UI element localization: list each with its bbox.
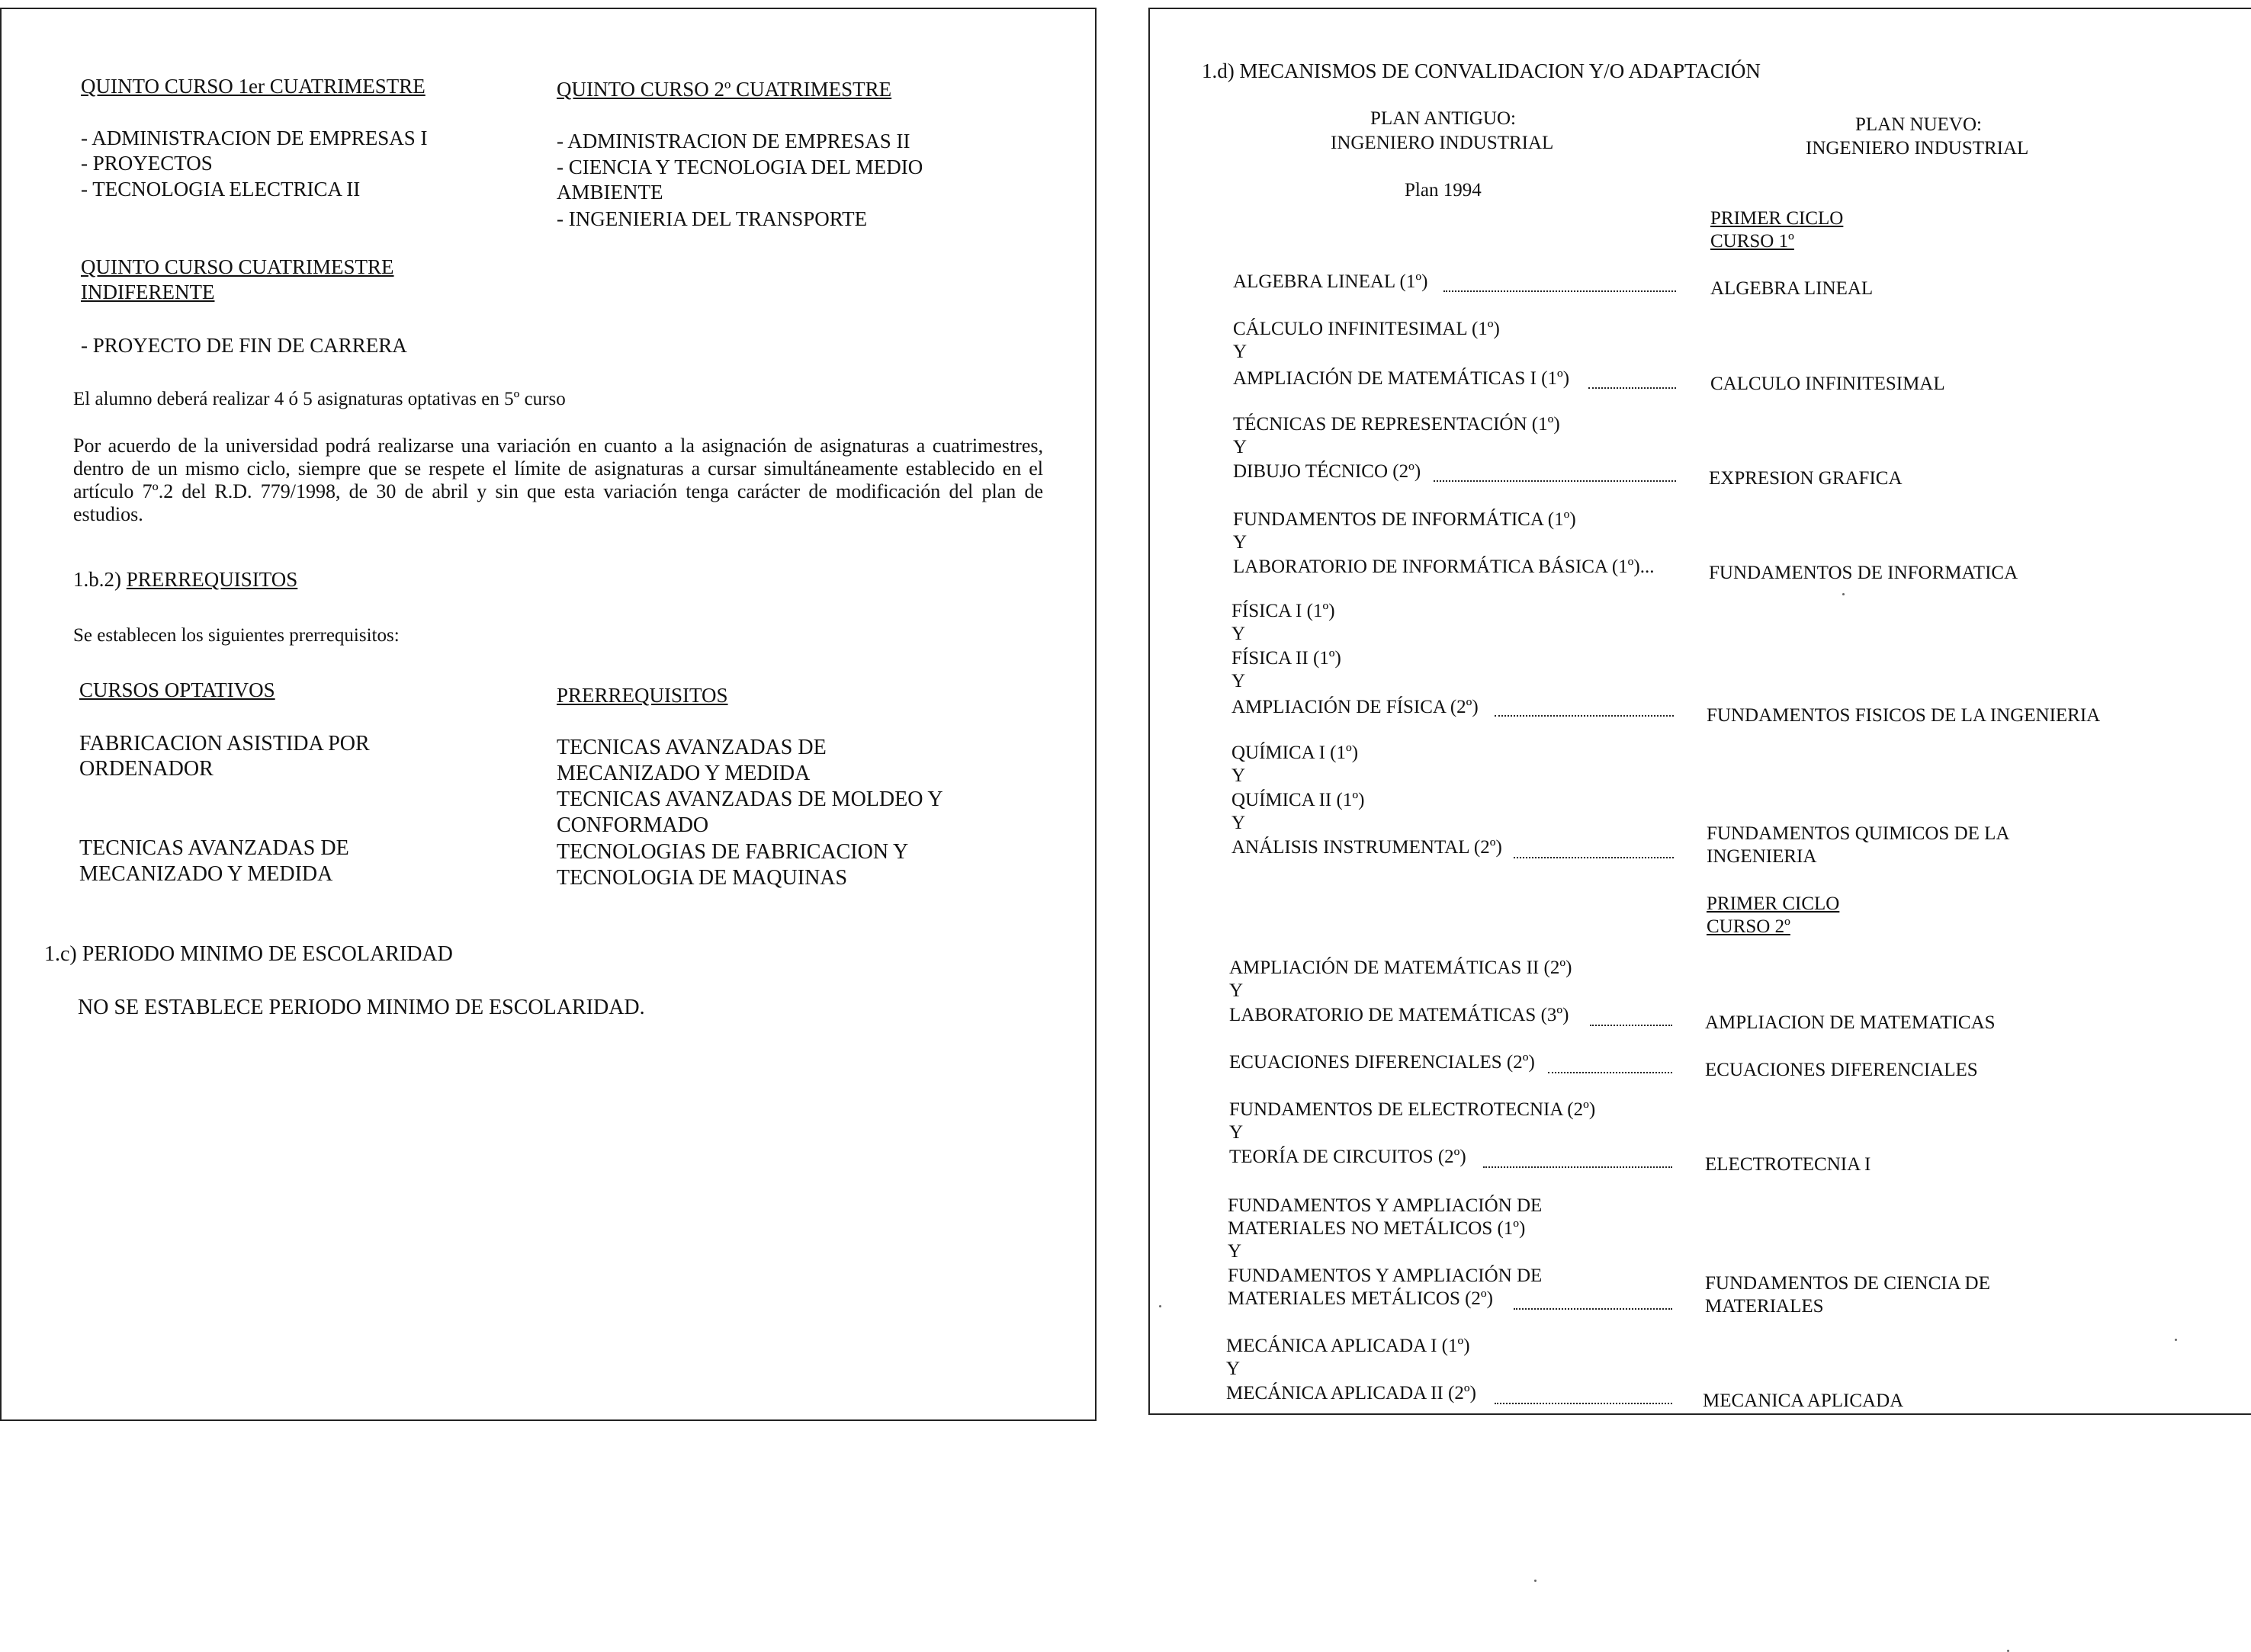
course-row1: FABRICACION ASISTIDA POR <box>79 732 370 755</box>
prerreq-section-title: PRERREQUISITOS <box>126 568 298 591</box>
col-header-prerreq: PRERREQUISITOS <box>557 684 728 707</box>
leader-dots <box>1514 857 1674 858</box>
old-subject: MATERIALES NO METÁLICOS (1º) <box>1228 1218 1526 1239</box>
new-subject: MECANICA APLICADA <box>1703 1391 1904 1411</box>
scan-speck <box>1842 593 1845 595</box>
old-subject: AMPLIACIÓN DE MATEMÁTICAS I (1º) <box>1233 368 1570 389</box>
new-subject: ELECTROTECNIA I <box>1705 1154 1871 1175</box>
old-subject: TEORÍA DE CIRCUITOS (2º) <box>1229 1147 1466 1167</box>
q5-second-item: - CIENCIA Y TECNOLOGIA DEL MEDIO <box>557 156 923 178</box>
q5-second-item: - INGENIERIA DEL TRANSPORTE <box>557 207 868 230</box>
old-subject: ANÁLISIS INSTRUMENTAL (2º) <box>1231 837 1502 858</box>
leader-dots <box>1590 1025 1672 1026</box>
prerreq-section-heading <box>73 568 297 592</box>
new-subject: ECUACIONES DIFERENCIALES <box>1705 1060 1978 1080</box>
y-connector: Y <box>1233 532 1248 553</box>
y-connector: Y <box>1231 624 1246 644</box>
leader-dots <box>1434 480 1676 482</box>
ciclo1-curso: CURSO 1º <box>1710 231 1794 252</box>
old-subject: TÉCNICAS DE REPRESENTACIÓN (1º) <box>1233 414 1560 435</box>
prereq-row1: TECNICAS AVANZADAS DE <box>557 736 827 759</box>
y-connector: Y <box>1231 671 1246 691</box>
optativas-note: El alumno deberá realizar 4 ó 5 asignaturas optativas en 5º curso <box>73 389 566 409</box>
q5-indiferente-heading: QUINTO CURSO CUATRIMESTRE <box>81 255 394 278</box>
escolaridad-title: 1.c) PERIODO MINIMO DE ESCOLARIDAD <box>44 942 453 966</box>
plan-antiguo-label: PLAN ANTIGUO: <box>1370 108 1516 129</box>
old-subject: MATERIALES METÁLICOS (2º) <box>1228 1288 1494 1309</box>
scan-speck <box>1534 1580 1537 1582</box>
old-subject: ALGEBRA LINEAL (1º) <box>1233 271 1428 292</box>
q5-second-item: - ADMINISTRACION DE EMPRESAS II <box>557 130 910 152</box>
ciclo2-label: PRIMER CICLO <box>1707 893 1840 914</box>
col-header-cursos: CURSOS OPTATIVOS <box>79 678 275 701</box>
leader-dots <box>1495 1403 1672 1404</box>
new-subject: CALCULO INFINITESIMAL <box>1710 374 1945 394</box>
leader-dots <box>1483 1166 1672 1168</box>
q5-indiferente-item: - PROYECTO DE FIN DE CARRERA <box>81 334 407 357</box>
y-connector: Y <box>1233 437 1248 457</box>
scan-speck <box>2175 1339 2177 1341</box>
ciclo1-label: PRIMER CICLO <box>1710 208 1844 229</box>
q5-second-heading: QUINTO CURSO 2º CUATRIMESTRE <box>557 78 892 101</box>
new-subject: AMPLIACION DE MATEMATICAS <box>1705 1012 1996 1033</box>
old-subject: FÍSICA II (1º) <box>1231 648 1341 669</box>
course-row1: ORDENADOR <box>79 757 214 781</box>
new-subject: FUNDAMENTOS FISICOS DE LA INGENIERIA <box>1707 705 2101 726</box>
prereq-row1: MECANIZADO Y MEDIDA <box>557 762 811 785</box>
convalidacion-title: 1.d) MECANISMOS DE CONVALIDACION Y/O ADAPTACIÓN <box>1202 59 1761 82</box>
y-connector: Y <box>1226 1358 1241 1379</box>
old-subject: QUÍMICA I (1º) <box>1231 743 1359 763</box>
course-row2: TECNICAS AVANZADAS DE <box>79 836 349 860</box>
old-subject: QUÍMICA II (1º) <box>1231 790 1365 810</box>
leader-dots <box>1495 715 1674 717</box>
y-connector: Y <box>1229 980 1244 1001</box>
old-subject: AMPLIACIÓN DE FÍSICA (2º) <box>1231 697 1479 717</box>
prereq-row1: CONFORMADO <box>557 813 709 837</box>
old-subject: DIBUJO TÉCNICO (2º) <box>1233 461 1421 482</box>
leader-dots <box>1548 1072 1672 1073</box>
y-connector: Y <box>1229 1122 1244 1143</box>
old-subject: FUNDAMENTOS DE ELECTROTECNIA (2º) <box>1229 1099 1596 1120</box>
old-subject: MECÁNICA APLICADA I (1º) <box>1226 1336 1470 1356</box>
old-subject: FUNDAMENTOS DE INFORMÁTICA (1º) <box>1233 509 1576 530</box>
q5-first-heading: QUINTO CURSO 1er CUATRIMESTRE <box>81 75 425 98</box>
ciclo2-curso: CURSO 2º <box>1707 916 1790 937</box>
left-page <box>0 8 1097 1421</box>
new-subject: INGENIERIA <box>1707 846 1817 867</box>
plan-antiguo-name: INGENIERO INDUSTRIAL <box>1331 133 1554 153</box>
scan-speck <box>1159 1305 1161 1307</box>
plan-nuevo-label: PLAN NUEVO: <box>1855 114 1982 135</box>
leader-dots <box>1443 290 1676 292</box>
new-subject: FUNDAMENTOS DE INFORMATICA <box>1709 563 2018 583</box>
old-subject: ECUACIONES DIFERENCIALES (2º) <box>1229 1052 1535 1073</box>
y-connector: Y <box>1228 1241 1242 1262</box>
plan-nuevo-name: INGENIERO INDUSTRIAL <box>1806 138 2029 159</box>
y-connector: Y <box>1231 813 1246 833</box>
escolaridad-text: NO SE ESTABLECE PERIODO MINIMO DE ESCOLARIDAD. <box>78 996 645 1019</box>
new-subject: FUNDAMENTOS QUIMICOS DE LA <box>1707 823 2010 844</box>
prerreq-intro: Se establecen los siguientes prerrequisitos: <box>73 625 400 646</box>
q5-first-item: - PROYECTOS <box>81 152 213 175</box>
prerreq-section-number: 1.b.2) <box>73 568 121 591</box>
course-row2: MECANIZADO Y MEDIDA <box>79 862 333 886</box>
old-subject: LABORATORIO DE MATEMÁTICAS (3º) <box>1229 1005 1569 1025</box>
new-subject: EXPRESION GRAFICA <box>1709 468 1903 489</box>
old-subject: AMPLIACIÓN DE MATEMÁTICAS II (2º) <box>1229 958 1572 978</box>
leader-dots <box>1514 1308 1672 1310</box>
new-subject: MATERIALES <box>1705 1296 1824 1317</box>
y-connector: Y <box>1231 765 1246 786</box>
q5-second-item: AMBIENTE <box>557 181 663 204</box>
old-subject: CÁLCULO INFINITESIMAL (1º) <box>1233 319 1500 339</box>
new-subject: FUNDAMENTOS DE CIENCIA DE <box>1705 1273 1990 1294</box>
old-subject: FUNDAMENTOS Y AMPLIACIÓN DE <box>1228 1265 1543 1286</box>
prereq-row2: TECNOLOGIAS DE FABRICACION Y <box>557 840 909 864</box>
old-subject: LABORATORIO DE INFORMÁTICA BÁSICA (1º)... <box>1233 557 1655 577</box>
old-subject: MECÁNICA APLICADA II (2º) <box>1226 1383 1476 1403</box>
old-subject: FÍSICA I (1º) <box>1231 601 1335 621</box>
acuerdo-paragraph: Por acuerdo de la universidad podrá realizarse una variación en cuanto a la asignación de asignaturas a cuatrimestres, dentro de un mismo ciclo, siempre que se respete el límite de asignaturas a cursar simultáneamente establecido en el artículo 7º.2 del R.D. 779/1998, de 30 de abril y sin que esta variación tenga carácter de modificación del plan de estudios. <box>73 435 1043 525</box>
y-connector: Y <box>1233 342 1248 362</box>
q5-indiferente-heading: INDIFERENTE <box>81 281 215 303</box>
leader-dots <box>1588 387 1676 389</box>
prereq-row1: TECNICAS AVANZADAS DE MOLDEO Y <box>557 788 943 811</box>
plan-year: Plan 1994 <box>1405 180 1482 200</box>
q5-first-item: - ADMINISTRACION DE EMPRESAS I <box>81 127 428 149</box>
old-subject: FUNDAMENTOS Y AMPLIACIÓN DE <box>1228 1195 1543 1216</box>
new-subject: ALGEBRA LINEAL <box>1710 278 1874 299</box>
prereq-row2: TECNOLOGIA DE MAQUINAS <box>557 866 848 890</box>
q5-first-item: - TECNOLOGIA ELECTRICA II <box>81 178 361 200</box>
